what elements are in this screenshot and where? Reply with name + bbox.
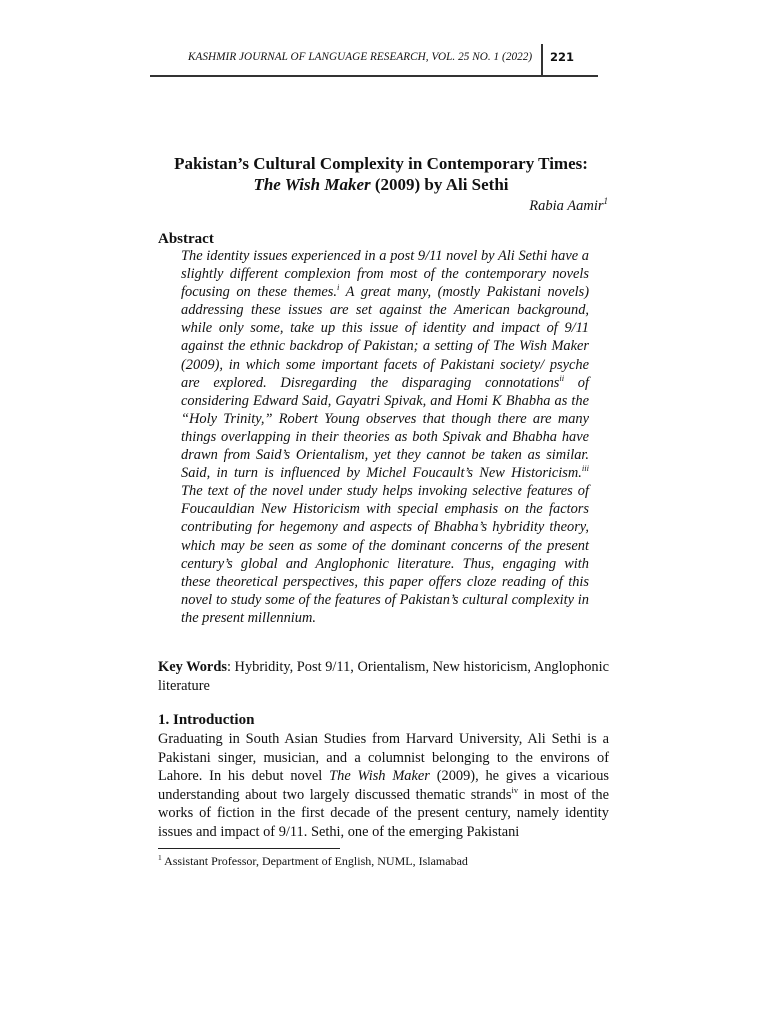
journal-title: KASHMIR JOURNAL OF LANGUAGE RESEARCH, VOL. 25 NO. 1 (2022) [188,51,533,63]
endnote-ref-ii[interactable]: ii [559,372,565,383]
introduction-body [158,730,609,842]
intro-text-3: in most of the works of fiction in the first decade of the present century, namely identity issues and impact of 9/11. Sethi, one of the emerging Pakistani [158,786,610,840]
abstract-text-1: The identity issues experienced in a post 9/11 novel by Ali Sethi have a slightly different complexion from most of the contemporary novels focusing on these themes. [181,248,589,301]
endnote-ref-iv[interactable]: iv [511,784,519,795]
abstract-text-4: The text of the novel under study helps invoking selective features of Foucauldian New Historicism with special emphasis on the factors contributing for hegemony and aspects of Bhabha’s hybridity theory, which may be seen as some of the dominant concerns of the present century’s global and Anglophonic literature. Thus, engaging with these theoretical perspectives, this paper offers cloze reading of this novel to study some of the features of Pakistan’s cultural complexity in the present millennium. [181,483,589,626]
page-number: 221 [550,50,575,64]
keywords [158,658,609,696]
title-line-2-rest: (2009) by Ali Sethi [370,175,509,194]
intro-text-1: Graduating in South Asian Studies from Harvard University, Ali Sethi is a Pakistani singer, musician, and a columnist belonging to the environs of Lahore. In his debut novel [158,731,609,785]
introduction-heading: 1. Introduction [158,712,255,728]
header-rule [150,75,598,77]
novel-title: The Wish Maker [253,175,371,194]
abstract-text-3: of considering Edward Said, Gayatri Spivak, and Homi K Bhabha as the “Holy Trinity,” Robert Young observes that though there are many things overlapping in their theories as both Spivak and Bhabha have drawn from Said’s Orientalism, yet they cannot be taken as similar. Said, in turn is influenced by Michel Foucault’s New Historicism. [181,374,589,482]
author-name [529,196,608,215]
footnote-mark: 1 [158,853,162,862]
running-header [150,44,598,78]
footnote [158,853,468,869]
keywords-text: : Hybridity, Post 9/11, Orientalism, New historicism, Anglophonic literature [158,659,609,694]
endnote-ref-i[interactable]: i [336,282,340,293]
intro-novel-title: The Wish Maker [329,768,430,785]
footnote-rule [158,848,340,849]
title-line-2 [150,174,612,195]
article-title [150,153,612,195]
header-divider [541,44,543,77]
author-footnote-mark[interactable]: 1 [603,196,608,206]
author-text: Rabia Aamir [529,197,604,214]
intro-text-2: (2009), he gives a vicarious understanding about two largely discussed thematic strands [158,768,609,803]
abstract-body [181,247,589,627]
footnote-text: Assistant Professor, Department of English, NUML, Islamabad [161,854,468,868]
title-line-1: Pakistan’s Cultural Complexity in Contemporary Times: [174,154,588,173]
abstract-heading: Abstract [158,231,214,247]
keywords-label: Key Words [158,659,227,675]
endnote-ref-iii[interactable]: iii [581,463,589,474]
abstract-text-2: A great many, (mostly Pakistani novels) addressing these issues are set against the American background, while only some, take up this issue of identity and impact of 9/11 against the ethnic backdrop of Pakistan; a setting of The Wish Maker (2009), in which some important facets of Pakistani society/ psyche are explored. Disregarding the disparaging connotations [181,284,590,391]
